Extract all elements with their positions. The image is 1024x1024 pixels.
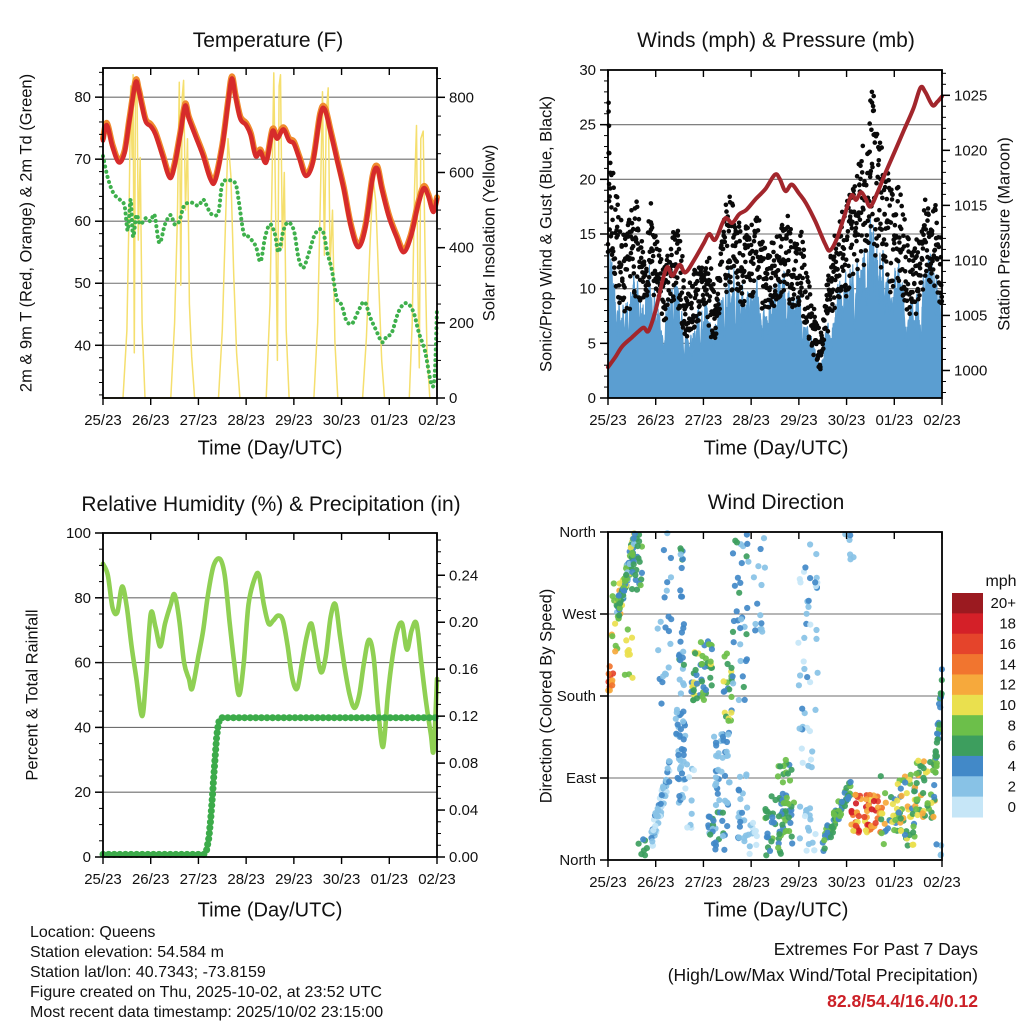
svg-text:25/23: 25/23: [589, 412, 627, 429]
series: [103, 558, 437, 854]
extremes-block: [668, 936, 978, 1014]
speed-colorbar: [952, 593, 1016, 818]
axes: [66, 525, 478, 888]
temperature-title: Temperature (F): [192, 29, 344, 52]
svg-text:27/23: 27/23: [179, 871, 218, 888]
svg-text:27/23: 27/23: [684, 412, 723, 429]
svg-text:02/23: 02/23: [923, 412, 961, 429]
svg-text:70: 70: [74, 151, 91, 169]
series-total-rainfall: [103, 718, 437, 855]
svg-text:30/23: 30/23: [322, 871, 361, 888]
svg-text:30/23: 30/23: [827, 412, 866, 429]
svg-text:South: South: [556, 688, 596, 705]
svg-text:1020: 1020: [954, 142, 988, 160]
svg-text:0: 0: [1007, 798, 1016, 816]
wind-direction-ylabel-left: Direction (Colored By Speed): [537, 588, 556, 804]
station-latlon: Station lat/lon: 40.7343; -73.8159: [30, 964, 266, 981]
svg-text:1025: 1025: [954, 87, 988, 105]
svg-text:27/23: 27/23: [684, 874, 723, 891]
svg-text:200: 200: [449, 314, 475, 332]
svg-text:26/23: 26/23: [131, 412, 170, 429]
svg-text:20: 20: [579, 171, 596, 189]
svg-text:1005: 1005: [954, 307, 988, 325]
svg-text:26/23: 26/23: [636, 874, 675, 891]
direction-dots: [605, 530, 945, 858]
svg-text:0.24: 0.24: [449, 567, 479, 585]
svg-text:6: 6: [1007, 737, 1016, 755]
series-relative-humidity: [103, 558, 437, 752]
svg-text:25/23: 25/23: [589, 874, 627, 891]
svg-text:60: 60: [74, 654, 91, 672]
svg-text:North: North: [559, 524, 596, 541]
svg-text:600: 600: [449, 164, 475, 182]
winds-ylabel-right: Station Pressure (Maroon): [995, 137, 1014, 331]
svg-text:0: 0: [587, 390, 596, 407]
station-location: Location: Queens: [30, 924, 156, 941]
series: [103, 73, 437, 398]
extremes-values: 82.8/54.4/16.4/0.12: [827, 991, 978, 1011]
svg-text:40: 40: [74, 337, 91, 355]
svg-text:5: 5: [587, 335, 596, 353]
svg-text:North: North: [559, 852, 596, 869]
extremes-title: Extremes For Past 7 Days: [773, 939, 978, 959]
svg-text:0.20: 0.20: [449, 614, 479, 632]
winds-ylabel-left: Sonic/Prop Wind & Gust (Blue, Black): [537, 95, 556, 373]
series-solar-insolation: [103, 73, 437, 398]
temperature-ylabel-right: Solar Insolation (Yellow): [480, 144, 499, 322]
svg-text:29/23: 29/23: [780, 874, 818, 891]
svg-text:0: 0: [449, 390, 458, 407]
svg-text:8: 8: [1007, 717, 1016, 735]
winds-pressure-chart: [579, 62, 987, 429]
svg-text:100: 100: [65, 525, 91, 542]
svg-text:80: 80: [74, 589, 91, 607]
svg-text:0.08: 0.08: [449, 755, 479, 773]
svg-text:25/23: 25/23: [84, 412, 122, 429]
data-timestamp: Most recent data timestamp: 2025/10/02 23:15:00: [30, 1004, 384, 1021]
station-elevation: Station elevation: 54.584 m: [30, 944, 224, 961]
svg-text:East: East: [565, 770, 596, 787]
svg-text:01/23: 01/23: [875, 412, 914, 429]
svg-text:02/23: 02/23: [923, 874, 961, 891]
svg-text:80: 80: [74, 89, 91, 107]
humidity-xlabel: Time (Day/UTC): [197, 899, 343, 922]
station-info: [30, 923, 383, 1023]
wind-direction-title: Wind Direction: [707, 491, 845, 514]
svg-text:12: 12: [999, 676, 1016, 694]
svg-text:28/23: 28/23: [732, 412, 770, 429]
series-t-9m: [103, 76, 437, 250]
temperature-ylabel-left: 2m & 9m T (Red, Orange) & 2m Td (Green): [17, 73, 36, 393]
svg-text:02/23: 02/23: [418, 412, 456, 429]
svg-text:10: 10: [579, 280, 596, 298]
svg-text:0.00: 0.00: [449, 849, 479, 866]
svg-text:26/23: 26/23: [131, 871, 170, 888]
svg-text:1015: 1015: [954, 197, 988, 215]
svg-text:25: 25: [579, 116, 596, 134]
svg-text:30/23: 30/23: [827, 874, 866, 891]
svg-text:01/23: 01/23: [370, 412, 409, 429]
figure-created: Figure created on Thu, 2025-10-02, at 23:52 UTC: [30, 984, 382, 1001]
svg-text:0.12: 0.12: [449, 708, 479, 726]
temperature-xlabel: Time (Day/UTC): [197, 437, 343, 460]
winds-xlabel: Time (Day/UTC): [703, 437, 849, 460]
svg-text:0.16: 0.16: [449, 661, 479, 679]
svg-text:30: 30: [579, 62, 596, 79]
colorbar-title: mph: [985, 573, 1017, 590]
svg-text:40: 40: [74, 719, 91, 737]
svg-text:26/23: 26/23: [636, 412, 675, 429]
svg-text:15: 15: [579, 226, 596, 243]
svg-text:2: 2: [1007, 778, 1016, 796]
winds-title: Winds (mph) & Pressure (mb): [637, 29, 915, 52]
svg-text:29/23: 29/23: [780, 412, 818, 429]
svg-text:28/23: 28/23: [227, 412, 265, 429]
svg-text:0.04: 0.04: [449, 802, 479, 820]
svg-text:01/23: 01/23: [370, 871, 409, 888]
svg-text:50: 50: [74, 275, 91, 293]
series: [606, 87, 944, 398]
svg-text:20+: 20+: [990, 595, 1016, 613]
svg-text:01/23: 01/23: [875, 874, 914, 891]
gridlines: [608, 614, 942, 778]
svg-text:16: 16: [999, 635, 1016, 653]
svg-text:1010: 1010: [954, 252, 988, 270]
humidity-precip-chart: [66, 525, 478, 888]
humidity-title: Relative Humidity (%) & Precipitation (in): [81, 493, 461, 516]
svg-text:4: 4: [1007, 758, 1016, 776]
svg-text:02/23: 02/23: [418, 871, 456, 888]
svg-text:800: 800: [449, 89, 475, 107]
svg-text:10: 10: [999, 697, 1016, 714]
svg-text:14: 14: [999, 656, 1016, 674]
svg-text:29/23: 29/23: [275, 412, 313, 429]
svg-text:0: 0: [82, 849, 91, 866]
svg-text:West: West: [562, 606, 596, 623]
humidity-ylabel-left: Percent & Total Rainfall: [23, 609, 42, 781]
svg-text:60: 60: [74, 213, 91, 231]
wind-direction-chart: [557, 524, 1016, 891]
svg-text:29/23: 29/23: [275, 871, 313, 888]
svg-text:400: 400: [449, 239, 475, 257]
extremes-subtitle: (High/Low/Max Wind/Total Precipitation): [667, 965, 978, 985]
svg-text:20: 20: [74, 784, 91, 802]
svg-text:30/23: 30/23: [322, 412, 361, 429]
svg-text:25/23: 25/23: [84, 871, 122, 888]
wind-direction-xlabel: Time (Day/UTC): [703, 899, 849, 922]
svg-text:1000: 1000: [954, 362, 988, 380]
svg-text:28/23: 28/23: [732, 874, 770, 891]
svg-text:27/23: 27/23: [179, 412, 218, 429]
temperature-chart: [74, 68, 474, 429]
series: [605, 530, 945, 858]
svg-text:28/23: 28/23: [227, 871, 265, 888]
svg-text:18: 18: [999, 615, 1016, 633]
